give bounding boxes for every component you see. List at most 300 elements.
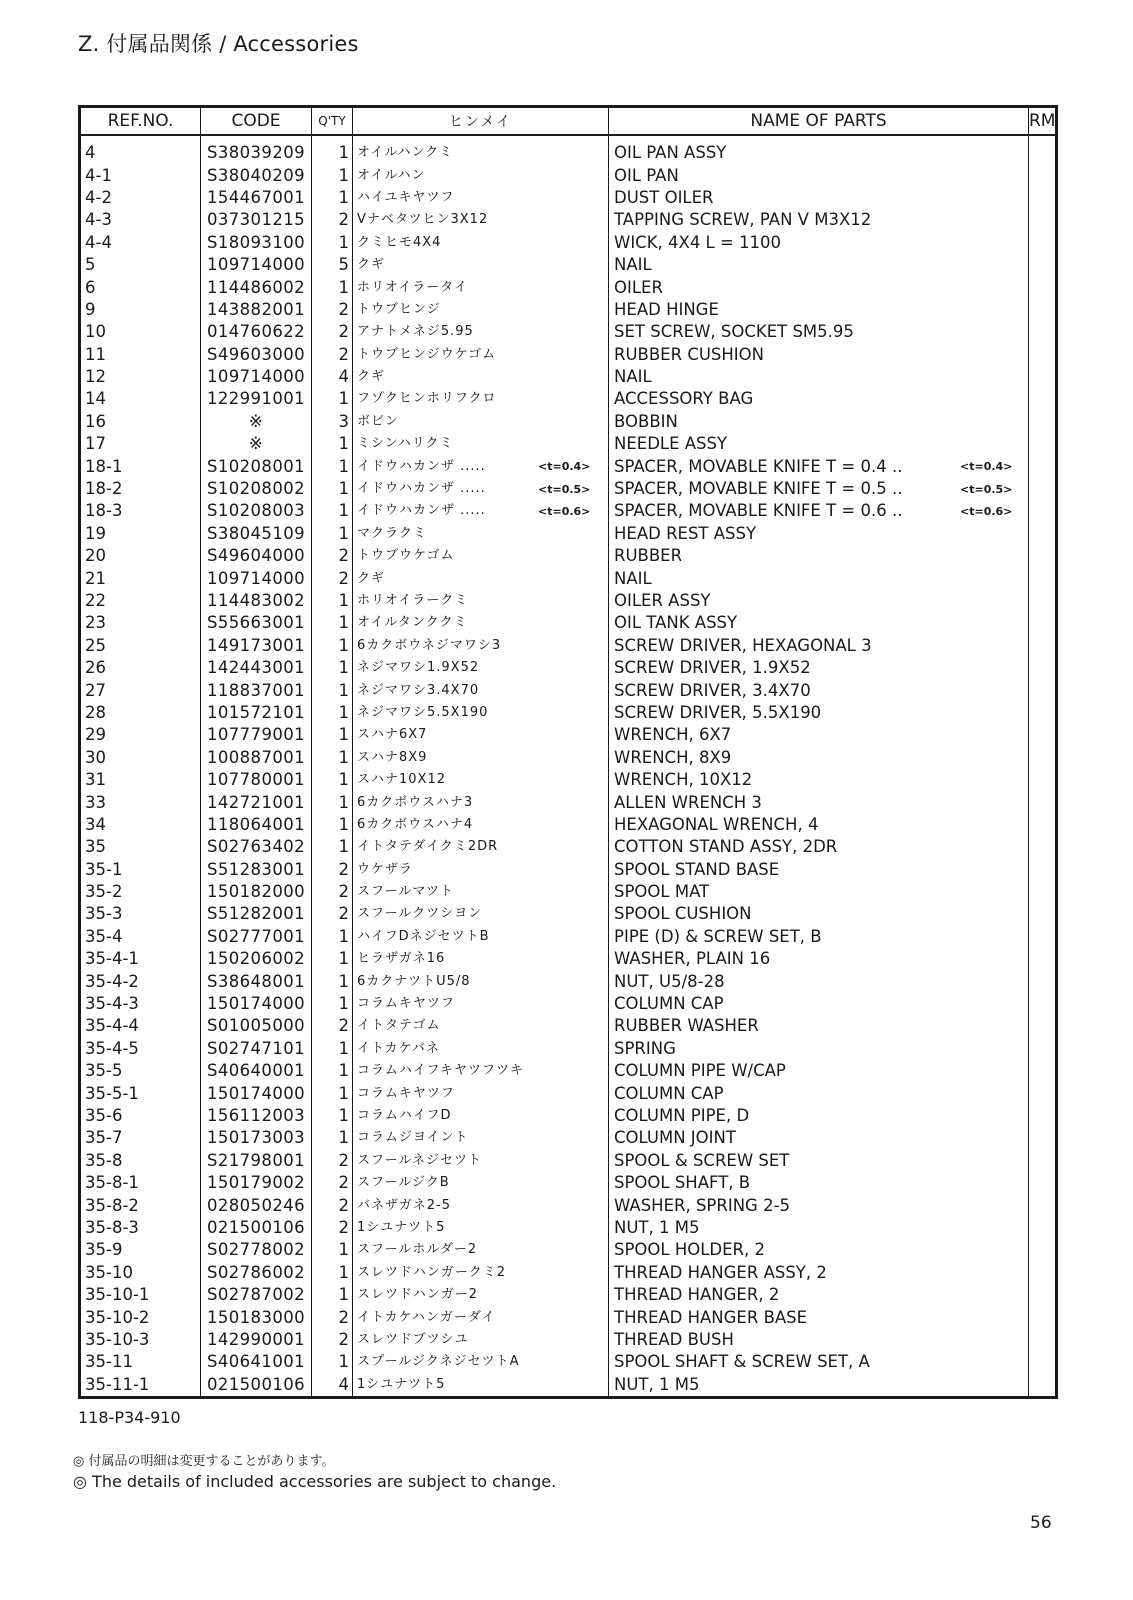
qty-cell	[312, 523, 353, 545]
ref-no-cell-text: 23	[85, 613, 106, 633]
hinmei-cell	[353, 769, 609, 791]
name-of-parts-cell	[609, 881, 1029, 903]
ref-no-cell-text: 4-4	[85, 232, 112, 252]
qty-cell-text: 1	[338, 232, 349, 252]
hinmei-cell	[353, 1127, 609, 1149]
qty-cell	[312, 1194, 353, 1216]
hinmei-cell-text: ハイフDネジセツトB	[357, 928, 490, 944]
ref-no-cell	[80, 478, 201, 500]
code-cell	[201, 299, 312, 321]
table-row	[80, 523, 1057, 545]
hinmei-cell	[353, 635, 609, 657]
name-of-parts-cell-text: COLUMN CAP	[614, 994, 724, 1014]
table-body	[80, 135, 1057, 1397]
hinmei-cell-text: ネジマワシ1.9X52	[357, 660, 480, 676]
name-of-parts-cell-text: SPACER, MOVABLE KNIFE T = 0.6 ..	[614, 501, 903, 521]
hinmei-cell-text: ハイユキヤツフ	[357, 189, 455, 205]
table-row	[80, 1306, 1057, 1328]
name-of-parts-cell	[609, 1015, 1029, 1037]
hinmei-cell	[353, 657, 609, 679]
ref-no-cell	[80, 814, 201, 836]
table-row	[80, 590, 1057, 612]
name-of-parts-cell	[609, 545, 1029, 567]
table-row	[80, 814, 1057, 836]
qty-cell-text: 2	[338, 568, 349, 588]
hinmei-cell	[353, 1306, 609, 1328]
code-cell	[201, 232, 312, 254]
qty-cell-text: 1	[338, 949, 349, 969]
qty-cell	[312, 455, 353, 477]
name-of-parts-cell	[609, 791, 1029, 813]
ref-no-cell	[80, 135, 201, 164]
code-cell	[201, 702, 312, 724]
code-cell-text: S38648001	[206, 971, 306, 991]
hinmei-cell-text: イドウハカンザ .....	[357, 503, 486, 519]
hinmei-cell	[353, 1060, 609, 1082]
qty-cell	[312, 164, 353, 186]
ref-no-cell	[80, 836, 201, 858]
hinmei-note: <t=0.6>	[538, 504, 591, 518]
rm-cell	[1029, 612, 1057, 634]
qty-cell-text: 1	[338, 635, 349, 655]
ref-no-cell	[80, 769, 201, 791]
name-of-parts-cell-text: TAPPING SCREW, PAN V M3X12	[614, 210, 872, 230]
table-row	[80, 1284, 1057, 1306]
rm-cell	[1029, 1038, 1057, 1060]
qty-cell-text: 4	[338, 367, 349, 387]
qty-cell-text: 2	[338, 1016, 349, 1036]
rm-cell	[1029, 791, 1057, 813]
rm-cell	[1029, 1284, 1057, 1306]
qty-cell-text: 2	[338, 1217, 349, 1237]
code-cell	[201, 993, 312, 1015]
name-of-parts-cell-text: SPOOL MAT	[614, 882, 710, 902]
ref-no-cell	[80, 1127, 201, 1149]
rm-cell	[1029, 411, 1057, 433]
hinmei-note: <t=0.5>	[538, 482, 591, 496]
code-cell	[201, 970, 312, 992]
code-cell-text: S55663001	[206, 613, 306, 633]
name-of-parts-cell	[609, 926, 1029, 948]
name-of-parts-cell-text: RUBBER	[614, 546, 683, 566]
qty-cell	[312, 859, 353, 881]
qty-cell	[312, 635, 353, 657]
hinmei-cell-text: Vナベタツヒン3X12	[357, 212, 489, 228]
name-of-parts-cell	[609, 164, 1029, 186]
hinmei-cell-text: イトタテゴム	[357, 1018, 441, 1034]
hinmei-cell-text: スフールネジセツト	[357, 1152, 482, 1168]
hinmei-cell-text: イドウハカンザ .....	[357, 458, 486, 474]
code-cell-text: S02777001	[206, 926, 306, 946]
qty-cell	[312, 948, 353, 970]
rm-cell	[1029, 1082, 1057, 1104]
qty-cell	[312, 1015, 353, 1037]
ref-no-cell-text: 35-4-5	[85, 1038, 139, 1058]
hinmei-cell	[353, 1373, 609, 1397]
ref-no-cell-text: 22	[85, 591, 106, 610]
qty-cell	[312, 1217, 353, 1239]
rm-cell	[1029, 478, 1057, 500]
name-of-parts-cell-text: WRENCH, 10X12	[614, 770, 753, 790]
hinmei-cell-text: オイルハン	[357, 167, 426, 183]
code-cell	[201, 455, 312, 477]
table-row	[80, 344, 1057, 366]
hinmei-cell	[353, 1105, 609, 1127]
rm-cell	[1029, 769, 1057, 791]
code-cell-text: S02778002	[206, 1240, 306, 1260]
table-row	[80, 747, 1057, 769]
name-of-parts-cell	[609, 1239, 1029, 1261]
table-row	[80, 545, 1057, 567]
code-cell	[201, 209, 312, 231]
ref-no-cell	[80, 545, 201, 567]
name-of-parts-cell-text: PIPE (D) & SCREW SET, B	[614, 926, 822, 946]
ref-no-cell	[80, 411, 201, 433]
name-of-parts-cell-text: THREAD HANGER, 2	[614, 1285, 780, 1305]
hinmei-cell	[353, 702, 609, 724]
qty-cell-text: 1	[338, 971, 349, 991]
ref-no-cell-text: 35-4-2	[85, 971, 139, 991]
table-row	[80, 1262, 1057, 1284]
rm-cell	[1029, 1262, 1057, 1284]
code-cell	[201, 948, 312, 970]
code-cell-text: ※	[248, 434, 264, 454]
name-of-parts-cell	[609, 299, 1029, 321]
ref-no-cell-text: 35-4-4	[85, 1016, 139, 1036]
code-cell-text: 150174000	[206, 994, 306, 1014]
name-of-parts-cell-text: WICK, 4X4 L = 1100	[614, 232, 782, 252]
hinmei-cell	[353, 299, 609, 321]
hinmei-cell-text: 6カクナツトU5/8	[357, 973, 471, 989]
qty-cell	[312, 299, 353, 321]
ref-no-cell	[80, 1329, 201, 1351]
code-cell	[201, 926, 312, 948]
name-of-parts-cell-text: SPOOL STAND BASE	[614, 859, 780, 879]
ref-no-cell	[80, 209, 201, 231]
code-cell-text: S49603000	[206, 344, 306, 364]
ref-no-cell	[80, 164, 201, 186]
hinmei-cell-text: スハナ8X9	[357, 749, 428, 765]
code-cell	[201, 1105, 312, 1127]
ref-no-cell	[80, 344, 201, 366]
name-of-parts-cell	[609, 859, 1029, 881]
ref-no-cell-text: 35-11	[85, 1352, 133, 1372]
qty-cell	[312, 321, 353, 343]
ref-no-cell-text: 35-8	[85, 1150, 123, 1170]
code-cell	[201, 1127, 312, 1149]
page-heading: Z. 付属品関係 / Accessories	[78, 32, 359, 56]
qty-cell-text: 1	[338, 143, 349, 163]
ref-no-cell-text: 35-8-1	[85, 1173, 139, 1193]
qty-cell	[312, 747, 353, 769]
name-of-parts-cell	[609, 1373, 1029, 1397]
code-cell	[201, 679, 312, 701]
code-cell	[201, 135, 312, 164]
code-cell-text: 150174000	[206, 1083, 306, 1103]
rm-cell	[1029, 1194, 1057, 1216]
name-of-parts-cell	[609, 254, 1029, 276]
hinmei-cell-text: イトタテダイクミ2DR	[357, 839, 499, 855]
name-of-parts-cell-text: SPOOL HOLDER, 2	[614, 1240, 766, 1260]
table-header-row	[80, 107, 1057, 136]
rm-cell	[1029, 1172, 1057, 1194]
code-cell-text: 150179002	[206, 1173, 306, 1193]
rm-cell	[1029, 724, 1057, 746]
qty-cell-text: 2	[338, 1173, 349, 1193]
rm-cell	[1029, 948, 1057, 970]
ref-no-cell	[80, 321, 201, 343]
qty-cell	[312, 590, 353, 612]
hinmei-cell-text: ホリオイラークミ	[357, 593, 469, 608]
code-cell	[201, 276, 312, 298]
ref-no-cell	[80, 1262, 201, 1284]
hinmei-cell	[353, 1082, 609, 1104]
hinmei-cell	[353, 344, 609, 366]
hinmei-cell	[353, 881, 609, 903]
hinmei-cell-text: クギ	[357, 570, 386, 586]
parts-table	[78, 105, 1058, 1399]
name-of-parts-cell	[609, 903, 1029, 925]
code-cell	[201, 1306, 312, 1328]
ref-no-cell-text: 35-3	[85, 904, 123, 924]
table-row	[80, 1217, 1057, 1239]
qty-cell	[312, 881, 353, 903]
name-of-parts-cell	[609, 635, 1029, 657]
code-cell	[201, 1015, 312, 1037]
hinmei-cell	[353, 1351, 609, 1373]
code-cell-text: S38039209	[206, 143, 306, 163]
code-cell	[201, 500, 312, 522]
ref-no-cell	[80, 523, 201, 545]
qty-cell	[312, 1082, 353, 1104]
ref-no-cell-text: 35-8-2	[85, 1195, 139, 1215]
hinmei-cell	[353, 276, 609, 298]
table-row	[80, 970, 1057, 992]
hinmei-cell	[353, 232, 609, 254]
ref-no-cell-text: 35-4-1	[85, 949, 139, 969]
code-cell-text: S51283001	[206, 859, 306, 879]
qty-cell-text: 1	[338, 389, 349, 409]
name-of-parts-cell-text: SPOOL & SCREW SET	[614, 1150, 790, 1170]
name-of-parts-cell	[609, 1150, 1029, 1172]
code-cell-text: 142721001	[206, 792, 306, 812]
qty-cell	[312, 254, 353, 276]
code-cell-text: 014760622	[206, 322, 306, 342]
name-of-parts-cell	[609, 1306, 1029, 1328]
hinmei-cell	[353, 209, 609, 231]
hinmei-cell-text: スレツドハンガー2	[357, 1287, 479, 1303]
code-cell-text: S01005000	[206, 1016, 306, 1036]
code-cell	[201, 254, 312, 276]
hinmei-cell-text: コラムハイフD	[357, 1107, 452, 1123]
qty-cell-text: 1	[338, 501, 349, 521]
code-cell-text: S10208001	[206, 456, 306, 476]
hinmei-cell-text: オイルタンククミ	[357, 615, 468, 631]
hinmei-cell-text: スハナ6X7	[357, 727, 428, 743]
hinmei-cell-text: スフールマツト	[357, 884, 454, 900]
ref-no-cell-text: 19	[85, 523, 106, 543]
hinmei-cell-text: イトカケバネ	[357, 1040, 440, 1056]
name-of-parts-cell	[609, 1217, 1029, 1239]
name-of-parts-cell-text: SCREW DRIVER, 3.4X70	[614, 680, 811, 700]
hinmei-cell-text: マクラクミ	[357, 525, 428, 541]
ref-no-cell-text: 35-6	[85, 1105, 123, 1125]
hinmei-cell	[353, 1194, 609, 1216]
table-row	[80, 276, 1057, 298]
ref-no-cell	[80, 1239, 201, 1261]
ref-no-cell-text: 9	[85, 299, 96, 319]
name-of-parts-cell	[609, 724, 1029, 746]
code-cell	[201, 545, 312, 567]
code-cell	[201, 747, 312, 769]
header-hinmei: ヒンメイ	[353, 107, 609, 136]
qty-cell-text: 3	[338, 411, 349, 431]
qty-cell-text: 1	[338, 814, 349, 834]
hinmei-cell-text: フゾクヒンホリフクロ	[357, 391, 497, 407]
qty-cell-text: 1	[338, 613, 349, 633]
qty-cell	[312, 388, 353, 410]
code-cell	[201, 321, 312, 343]
code-cell-text: 150173003	[206, 1128, 306, 1148]
qty-cell-text: 1	[338, 1262, 349, 1282]
name-of-parts-cell-text: BOBBIN	[614, 411, 678, 431]
name-of-parts-cell-text: SPOOL CUSHION	[614, 904, 752, 924]
name-of-parts-note: <t=0.4>	[960, 460, 1013, 474]
code-cell-text: 150182000	[206, 882, 306, 902]
name-of-parts-cell	[609, 1194, 1029, 1216]
qty-cell-text: 1	[338, 1038, 349, 1058]
code-cell-text: 156112003	[206, 1105, 306, 1125]
header-name-of-parts: NAME OF PARTS	[609, 107, 1029, 136]
ref-no-cell	[80, 702, 201, 724]
qty-cell	[312, 1329, 353, 1351]
hinmei-cell	[353, 903, 609, 925]
hinmei-cell-text: イトカケハンガーダイ	[357, 1309, 496, 1325]
code-cell	[201, 567, 312, 589]
name-of-parts-cell-text: WRENCH, 8X9	[614, 747, 732, 767]
code-cell-text: S10208003	[206, 501, 306, 521]
code-cell-text: 143882001	[206, 299, 306, 319]
code-cell	[201, 1217, 312, 1239]
qty-cell-text: 2	[338, 299, 349, 319]
ref-no-cell-text: 5	[85, 255, 96, 275]
name-of-parts-cell	[609, 1105, 1029, 1127]
ref-no-cell	[80, 1217, 201, 1239]
rm-cell	[1029, 1239, 1057, 1261]
name-of-parts-cell-text: WASHER, PLAIN 16	[614, 949, 771, 969]
code-cell	[201, 590, 312, 612]
table-row	[80, 1373, 1057, 1397]
hinmei-cell-text: イドウハカンザ .....	[357, 481, 486, 497]
qty-cell-text: 2	[338, 882, 349, 902]
hinmei-cell-text: 1シユナツト5	[357, 1219, 446, 1235]
ref-no-cell-text: 35	[85, 837, 106, 857]
table-row	[80, 724, 1057, 746]
hinmei-cell-text: スハナ10X12	[357, 772, 446, 788]
name-of-parts-cell-text: NAIL	[614, 367, 652, 387]
ref-no-cell	[80, 881, 201, 903]
table-row	[80, 791, 1057, 813]
rm-cell	[1029, 366, 1057, 388]
rm-cell	[1029, 859, 1057, 881]
qty-cell-text: 2	[338, 904, 349, 924]
header-rm: RM	[1029, 107, 1057, 136]
qty-cell-text: 1	[338, 747, 349, 767]
name-of-parts-cell-text: SPOOL SHAFT, B	[614, 1173, 751, 1193]
hinmei-cell	[353, 590, 609, 612]
table-row	[80, 881, 1057, 903]
qty-cell	[312, 1150, 353, 1172]
qty-cell	[312, 814, 353, 836]
code-cell-text: 037301215	[206, 210, 306, 230]
ref-no-cell-text: 14	[85, 389, 106, 409]
code-cell-text: S51282001	[206, 904, 306, 924]
rm-cell	[1029, 903, 1057, 925]
ref-no-cell-text: 18-3	[85, 501, 123, 521]
name-of-parts-cell	[609, 612, 1029, 634]
ref-no-cell	[80, 433, 201, 455]
name-of-parts-cell	[609, 1329, 1029, 1351]
name-of-parts-cell	[609, 1262, 1029, 1284]
table-row	[80, 635, 1057, 657]
ref-no-cell-text: 35-4-3	[85, 994, 139, 1014]
qty-cell	[312, 567, 353, 589]
code-cell	[201, 859, 312, 881]
name-of-parts-cell-text: NAIL	[614, 568, 652, 588]
ref-no-cell	[80, 366, 201, 388]
name-of-parts-cell	[609, 232, 1029, 254]
name-of-parts-cell-text: NAIL	[614, 255, 652, 275]
name-of-parts-cell	[609, 679, 1029, 701]
hinmei-cell-text: アナトメネジ5.95	[357, 324, 474, 340]
hinmei-cell	[353, 433, 609, 455]
qty-cell	[312, 791, 353, 813]
hinmei-cell-text: ネジマワシ5.5X190	[357, 704, 489, 720]
table-row	[80, 769, 1057, 791]
ref-no-cell-text: 31	[85, 770, 106, 790]
code-cell-text: 118837001	[206, 680, 306, 700]
table-row	[80, 1105, 1057, 1127]
table-row	[80, 903, 1057, 925]
rm-cell	[1029, 1105, 1057, 1127]
name-of-parts-cell	[609, 1172, 1029, 1194]
table-row	[80, 254, 1057, 276]
name-of-parts-cell	[609, 567, 1029, 589]
code-cell	[201, 724, 312, 746]
code-cell-text: 150206002	[206, 949, 306, 969]
code-cell-text: 109714000	[206, 367, 306, 387]
table-row	[80, 164, 1057, 186]
code-cell	[201, 1284, 312, 1306]
name-of-parts-note: <t=0.6>	[960, 504, 1013, 518]
name-of-parts-cell-text: SCREW DRIVER, 5.5X190	[614, 702, 822, 722]
name-of-parts-cell	[609, 814, 1029, 836]
code-cell	[201, 836, 312, 858]
code-cell-text: 149173001	[206, 635, 306, 655]
ref-no-cell-text: 11	[85, 344, 106, 364]
table-row	[80, 948, 1057, 970]
rm-cell	[1029, 433, 1057, 455]
rm-cell	[1029, 702, 1057, 724]
hinmei-cell	[353, 724, 609, 746]
qty-cell-text: 1	[338, 702, 349, 722]
ref-no-cell-text: 16	[85, 411, 106, 431]
ref-no-cell-text: 35-1	[85, 859, 123, 879]
name-of-parts-cell	[609, 1082, 1029, 1104]
hinmei-cell	[353, 1217, 609, 1239]
name-of-parts-cell	[609, 1038, 1029, 1060]
qty-cell	[312, 135, 353, 164]
